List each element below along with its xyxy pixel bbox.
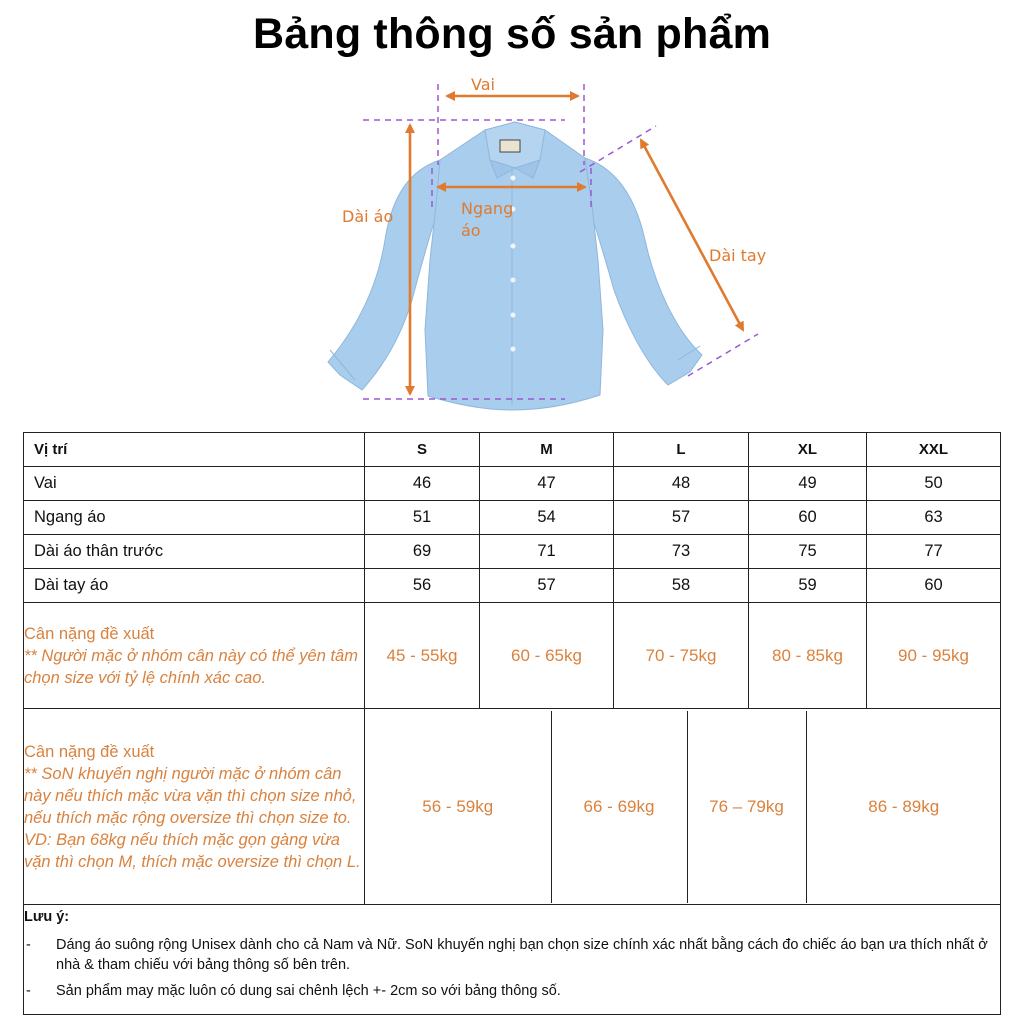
note-text: Dáng áo suông rộng Unisex dành cho cả Nam và Nữ. SoN khuyến nghị bạn chọn size chính xác nhất bằng cách đo chiếc áo bạn ưa thích nhất ở nhà & tham chiếu với bảng thông số bên trên. (56, 937, 988, 973)
table-cell: 60 (749, 501, 867, 535)
shirt-measurement-diagram (0, 0, 1024, 420)
weight-between-note-1: ** SoN khuyến nghị người mặc ở nhóm cân này nếu thích mặc vừa vặn thì chọn size nhỏ, nếu thích mặc rộng oversize thì chọn size to. (24, 764, 357, 827)
table-cell: 71 (480, 535, 614, 569)
label-length: Dài áo (342, 207, 394, 226)
header-size-s: S (365, 433, 480, 467)
table-cell: 73 (614, 535, 749, 569)
table-cell: 57 (614, 501, 749, 535)
notes-section (24, 905, 1001, 1015)
table-cell: 54 (480, 501, 614, 535)
weight-exact-note: ** Người mặc ở nhóm cân này có thể yên tâm chọn size với tỷ lệ chính xác cao. (24, 646, 358, 687)
weight-cell-xl: 80 - 85kg (749, 603, 867, 709)
notes-heading: Lưu ý: (24, 909, 70, 925)
row-label: Dài tay áo (24, 569, 365, 603)
weight-between-s-m: 56 - 59kg (422, 796, 494, 816)
table-cell: 48 (614, 467, 749, 501)
table-cell: 51 (365, 501, 480, 535)
weight-between-subtable (365, 711, 1001, 903)
note-text: Sản phẩm may mặc luôn có dung sai chênh lệch +- 2cm so với bảng thông số. (56, 983, 561, 999)
table-row (24, 467, 1001, 501)
table-cell: 47 (480, 467, 614, 501)
label-shoulder: Vai (471, 75, 495, 94)
table-cell: 57 (480, 569, 614, 603)
row-label: Dài áo thân trước (24, 535, 365, 569)
weight-cell-xxl: 90 - 95kg (867, 603, 1001, 709)
table-cell: 75 (749, 535, 867, 569)
weight-exact-title: Cân nặng đề xuất (24, 624, 155, 643)
weight-cell-s: 45 - 55kg (365, 603, 480, 709)
table-cell: 77 (867, 535, 1001, 569)
table-cell: 50 (867, 467, 1001, 501)
note-item (24, 935, 1000, 975)
weight-between-m-l: 66 - 69kg (551, 711, 687, 903)
size-chart-table (23, 432, 1001, 1015)
bullet-dash: - (26, 983, 31, 999)
table-cell: 63 (867, 501, 1001, 535)
table-cell: 59 (749, 569, 867, 603)
label-chest-line2: áo (461, 221, 481, 240)
weight-between-description (24, 709, 365, 905)
row-label: Vai (24, 467, 365, 501)
table-cell: 49 (749, 467, 867, 501)
notes-row (24, 905, 1001, 1015)
table-cell: 58 (614, 569, 749, 603)
table-row (24, 535, 1001, 569)
header-size-xxl: XXL (867, 433, 1001, 467)
bullet-dash: - (26, 937, 31, 953)
shirt-shape (328, 122, 702, 410)
weight-exact-description (24, 603, 365, 709)
brand-label (500, 140, 520, 152)
weight-exact-row (24, 603, 1001, 709)
table-cell: 46 (365, 467, 480, 501)
header-size-l: L (614, 433, 749, 467)
table-row (24, 569, 1001, 603)
table-cell: 56 (365, 569, 480, 603)
table-header-row (24, 433, 1001, 467)
table-cell: 69 (365, 535, 480, 569)
weight-between-xl-xxl: 86 - 89kg (806, 711, 1001, 903)
row-label: Ngang áo (24, 501, 365, 535)
weight-between-l-xl: 76 – 79kg (687, 711, 806, 903)
page-title: Bảng thông số sản phẩm (252, 10, 772, 58)
header-position: Vị trí (24, 433, 365, 467)
header-size-xl: XL (749, 433, 867, 467)
weight-between-title: Cân nặng đề xuất (24, 742, 155, 761)
note-item (24, 981, 1000, 1001)
header-size-m: M (480, 433, 614, 467)
weight-between-cells (365, 709, 1001, 905)
weight-cell-l: 70 - 75kg (614, 603, 749, 709)
table-row (24, 501, 1001, 535)
weight-between-row (24, 709, 1001, 905)
weight-cell-m: 60 - 65kg (480, 603, 614, 709)
label-chest-line1: Ngang (461, 199, 514, 218)
weight-between-note-2: VD: Bạn 68kg nếu thích mặc gọn gàng vừa vặn thì chọn M, thích mặc oversize thì chọn L. (24, 830, 361, 871)
table-cell: 60 (867, 569, 1001, 603)
label-sleeve: Dài tay (709, 246, 767, 265)
